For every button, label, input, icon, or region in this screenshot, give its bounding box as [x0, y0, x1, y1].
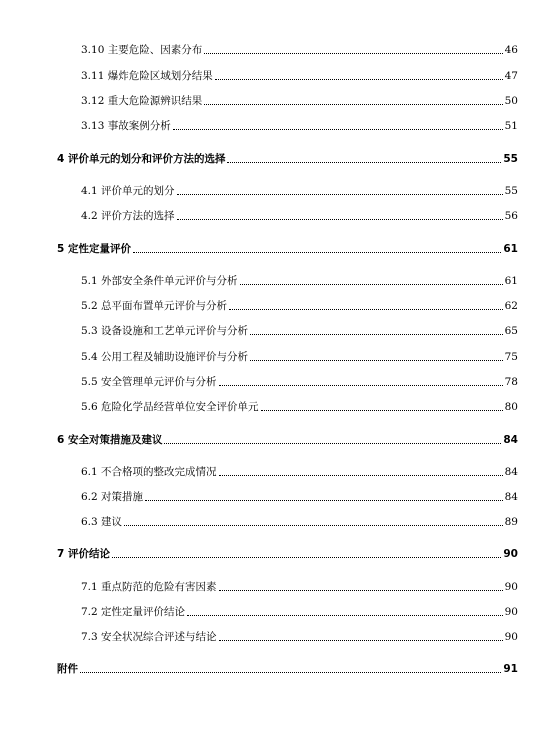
toc-entry[interactable] [81, 400, 518, 414]
toc-entry[interactable] [81, 274, 518, 288]
toc-entry[interactable] [81, 324, 518, 338]
toc-leader [112, 557, 501, 558]
toc-entry-page: 78 [504, 376, 518, 388]
toc-entry-page: 90 [504, 631, 518, 643]
toc-leader [261, 410, 503, 411]
toc-entry[interactable] [81, 299, 518, 313]
toc-entry-page: 62 [504, 300, 518, 312]
toc-entry-title: 3.10 主要危险、因素分布 [81, 44, 203, 56]
toc-leader [250, 360, 503, 361]
toc-entry-title: 3.12 重大危险源辨识结果 [81, 95, 203, 107]
toc-entry-title: 5.1 外部安全条件单元评价与分析 [81, 275, 238, 287]
toc-section-title: 7 评价结论 [57, 548, 110, 560]
toc-entry-page: 55 [504, 185, 518, 197]
toc-entry-page: 61 [504, 275, 518, 287]
toc-entry-page: 89 [504, 516, 518, 528]
toc-leader [219, 640, 503, 641]
toc-entry[interactable] [81, 94, 518, 108]
toc-section[interactable] [57, 547, 518, 561]
toc-entry[interactable] [81, 184, 518, 198]
toc-entry[interactable] [81, 580, 518, 594]
toc-leader [250, 334, 503, 335]
toc-leader [80, 672, 501, 673]
toc-entry[interactable] [81, 43, 518, 57]
toc-entry-title: 4.2 评价方法的选择 [81, 210, 175, 222]
toc-section-page: 55 [503, 153, 518, 165]
toc-section-page: 84 [503, 434, 518, 446]
toc-entry-page: 80 [504, 401, 518, 413]
toc-entry-page: 90 [504, 581, 518, 593]
toc-entry-title: 3.13 事故案例分析 [81, 120, 171, 132]
toc-section-title: 4 评价单元的划分和评价方法的选择 [57, 153, 226, 165]
toc-entry[interactable] [81, 119, 518, 133]
toc-entry-title: 7.3 安全状况综合评述与结论 [81, 631, 217, 643]
toc-entry-title: 5.2 总平面布置单元评价与分析 [81, 300, 228, 312]
toc-entry[interactable] [81, 515, 518, 529]
toc-entry-title: 5.5 安全管理单元评价与分析 [81, 376, 217, 388]
toc-leader [145, 500, 503, 501]
toc-entry[interactable] [81, 605, 518, 619]
toc-entry-page: 84 [504, 491, 518, 503]
toc-entry-page: 47 [504, 70, 518, 82]
toc-entry-page: 51 [504, 120, 518, 132]
toc-entry[interactable] [81, 465, 518, 479]
toc-entry-title: 5.3 设备设施和工艺单元评价与分析 [81, 325, 249, 337]
toc-leader [219, 475, 503, 476]
toc-leader [177, 194, 503, 195]
toc-section-page: 90 [503, 548, 518, 560]
toc-entry-title: 6.3 建议 [81, 516, 123, 528]
toc-section[interactable] [57, 433, 518, 447]
toc-entry-title: 5.6 危险化学品经营单位安全评价单元 [81, 401, 259, 413]
toc-entry-title: 5.4 公用工程及辅助设施评价与分析 [81, 351, 249, 363]
toc-entry-title: 4.1 评价单元的划分 [81, 185, 175, 197]
toc-leader [215, 79, 503, 80]
toc-section[interactable] [57, 152, 518, 166]
toc-leader [240, 284, 503, 285]
toc-entry[interactable] [81, 209, 518, 223]
toc-leader [204, 104, 502, 105]
toc-leader [177, 219, 503, 220]
toc-entry-title: 3.11 爆炸危险区域划分结果 [81, 70, 213, 82]
toc-leader [173, 129, 503, 130]
toc-entry-page: 50 [504, 95, 518, 107]
toc-leader [187, 615, 503, 616]
toc-section[interactable] [57, 662, 518, 676]
toc-entry-page: 90 [504, 606, 518, 618]
toc-entry-page: 75 [504, 351, 518, 363]
toc-entry[interactable] [81, 630, 518, 644]
toc-leader [227, 162, 501, 163]
toc-entry-title: 6.1 不合格项的整改完成情况 [81, 466, 217, 478]
toc-entry-page: 56 [504, 210, 518, 222]
toc-entry-page: 84 [504, 466, 518, 478]
toc-entry[interactable] [81, 375, 518, 389]
toc-entry[interactable] [81, 350, 518, 364]
toc-entry-title: 7.2 定性定量评价结论 [81, 606, 186, 618]
toc-leader [219, 385, 503, 386]
toc-section-title: 6 安全对策措施及建议 [57, 434, 163, 446]
toc-section-title: 附件 [57, 663, 78, 675]
toc-entry-page: 46 [504, 44, 518, 56]
toc-leader [204, 53, 502, 54]
toc-entry[interactable] [81, 490, 518, 504]
toc-leader [164, 443, 501, 444]
toc-section-title: 5 定性定量评价 [57, 243, 131, 255]
toc-leader [133, 252, 501, 253]
toc-entry[interactable] [81, 69, 518, 83]
toc-leader [229, 309, 503, 310]
toc-section-page: 61 [503, 243, 518, 255]
toc-leader [219, 590, 503, 591]
toc-entry-title: 7.1 重点防范的危险有害因素 [81, 581, 217, 593]
toc-entry-page: 65 [504, 325, 518, 337]
toc-section[interactable] [57, 242, 518, 256]
toc-section-page: 91 [503, 663, 518, 675]
toc-leader [124, 525, 503, 526]
toc-entry-title: 6.2 对策措施 [81, 491, 144, 503]
